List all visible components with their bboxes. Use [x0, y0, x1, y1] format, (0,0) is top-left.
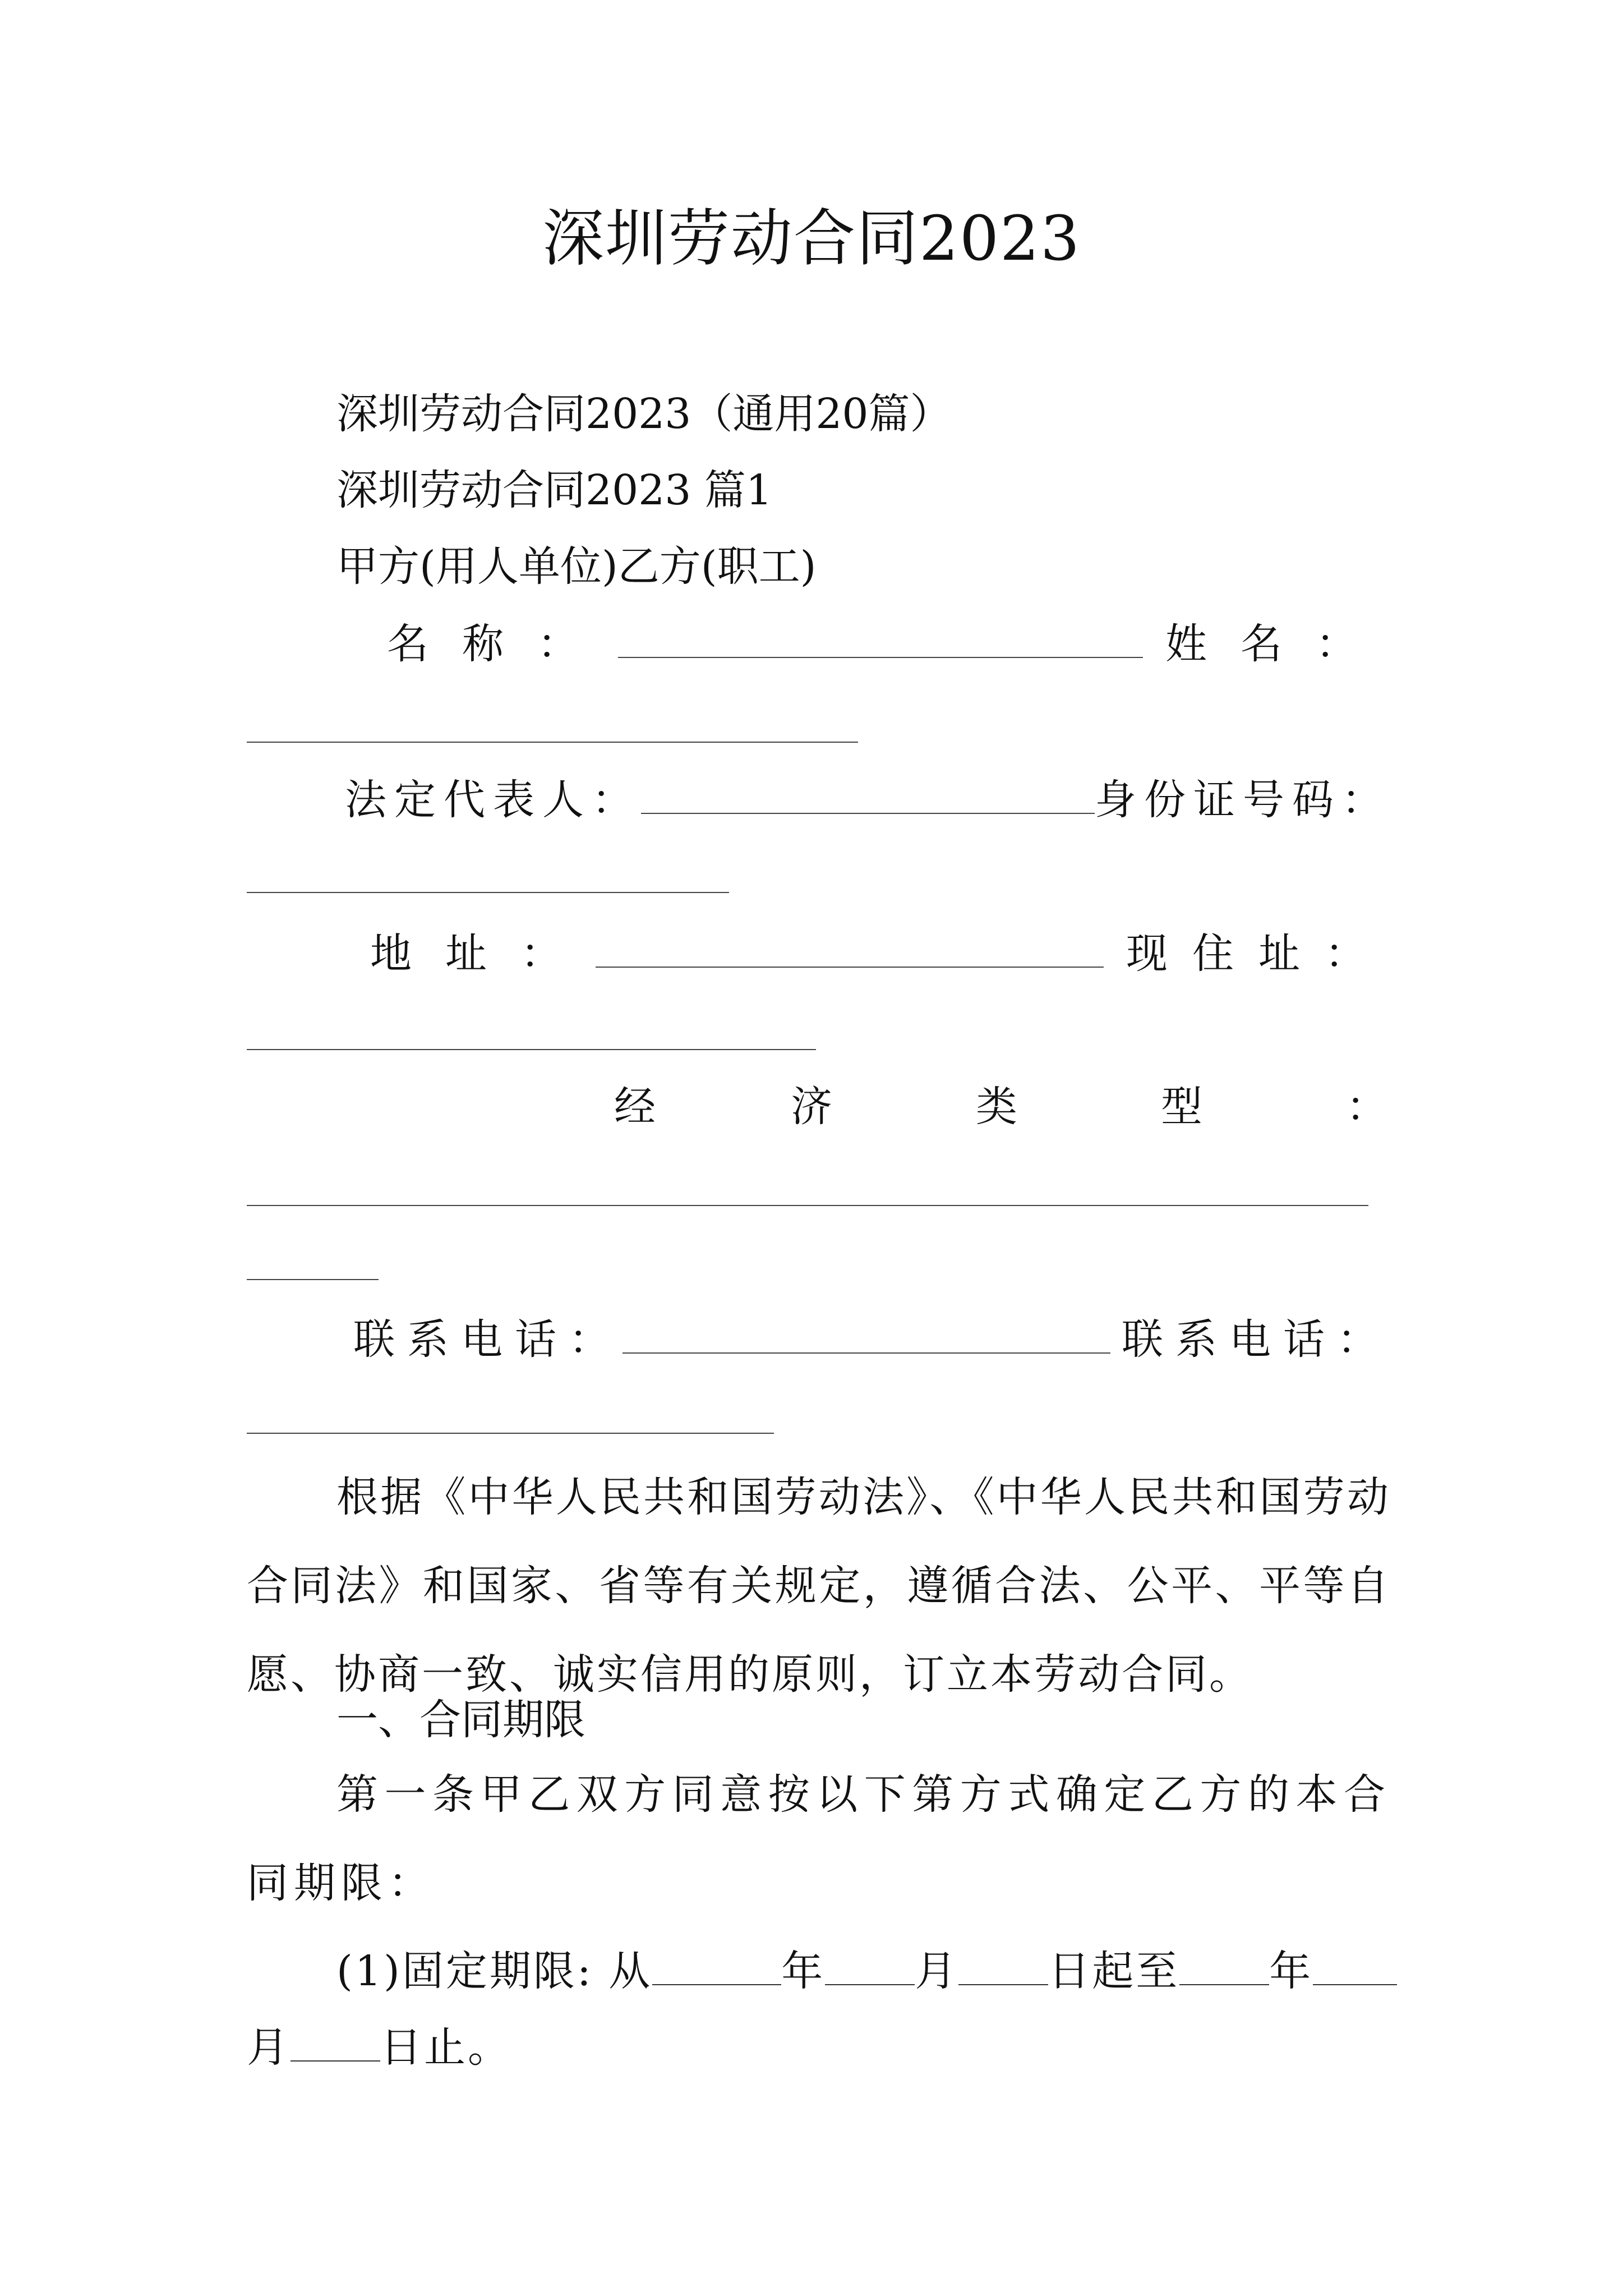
address-label: 地址： — [370, 930, 596, 978]
to-month-blank[interactable] — [1313, 1948, 1397, 1985]
to-day-label: 日止。 — [380, 2023, 511, 2072]
to-month-label: 月 — [247, 2023, 291, 2072]
from-month-label: 月 — [915, 1947, 959, 1995]
economy-type-blank[interactable] — [247, 1205, 1368, 1206]
phone-label-b: 联系电话： — [1122, 1315, 1391, 1364]
to-year-blank[interactable] — [1179, 1948, 1269, 1985]
address-blank[interactable] — [596, 933, 1104, 968]
economy-type-char-2: 济 — [791, 1083, 832, 1131]
legal-rep-blank[interactable] — [641, 779, 1095, 814]
from-year-blank[interactable] — [652, 1948, 781, 1985]
from-year-label: 年 — [781, 1947, 826, 1995]
chapter-1-heading: 一、合同期限 — [336, 1696, 585, 1744]
fixed-term-prefix: (1)固定期限: 从 — [336, 1947, 653, 1995]
parties-line: 甲方(用人单位)乙方(职工) — [336, 542, 817, 591]
name-blank[interactable] — [618, 623, 1143, 658]
phone-blank-a[interactable] — [623, 1319, 1110, 1354]
person-name-blank[interactable] — [247, 742, 858, 743]
row-phone — [247, 1313, 1391, 1366]
phone-blank-b[interactable] — [247, 1433, 774, 1434]
document-subtitle: 深圳劳动合同2023（通用20篇） — [336, 390, 952, 438]
person-name-label: 姓名： — [1165, 620, 1391, 668]
economy-type-char-4: 型 — [1161, 1083, 1202, 1131]
from-month-blank[interactable] — [825, 1948, 915, 1985]
to-day-blank[interactable] — [291, 2024, 380, 2062]
legal-rep-label: 法定代表人： — [345, 776, 641, 824]
name-label: 名称： — [387, 620, 612, 668]
economy-type-colon: ： — [1346, 1083, 1387, 1131]
fixed-term-line — [336, 1944, 1391, 1998]
row-address — [247, 927, 1391, 981]
fixed-term-line-2 — [247, 2021, 1391, 2074]
row-legal-rep — [247, 773, 1391, 827]
section-heading: 深圳劳动合同2023 篇1 — [336, 466, 772, 514]
current-address-blank[interactable] — [247, 1049, 816, 1050]
article-1-paragraph: 第一条甲乙双方同意按以下第方式确定乙方的本合同期限： — [247, 1770, 1391, 1907]
row-name — [247, 617, 1391, 671]
economy-type-char-1: 经 — [614, 1083, 656, 1131]
preamble-paragraph: 根据《中华人民共和国劳动法》、《中华人民共和国劳动合同法》和国家、省等有关规定，遵循合法、公平、平等自愿、协商一致、诚实信用的原则，订立本劳动合同。 — [247, 1473, 1391, 1699]
from-day-blank[interactable] — [958, 1948, 1048, 1985]
id-number-label: 身份证号码： — [1095, 776, 1391, 824]
economy-type-char-3: 类 — [976, 1083, 1017, 1131]
document-title: 深圳劳动合同2023 — [542, 203, 1081, 274]
id-number-blank[interactable] — [247, 892, 729, 893]
current-address-label: 现住址： — [1126, 930, 1391, 978]
phone-label-a: 联系电话： — [353, 1315, 623, 1364]
to-year-label: 年 — [1269, 1947, 1313, 1995]
from-day-label: 日起至 — [1048, 1947, 1180, 1995]
economy-type-blank-cont[interactable] — [247, 1279, 379, 1280]
